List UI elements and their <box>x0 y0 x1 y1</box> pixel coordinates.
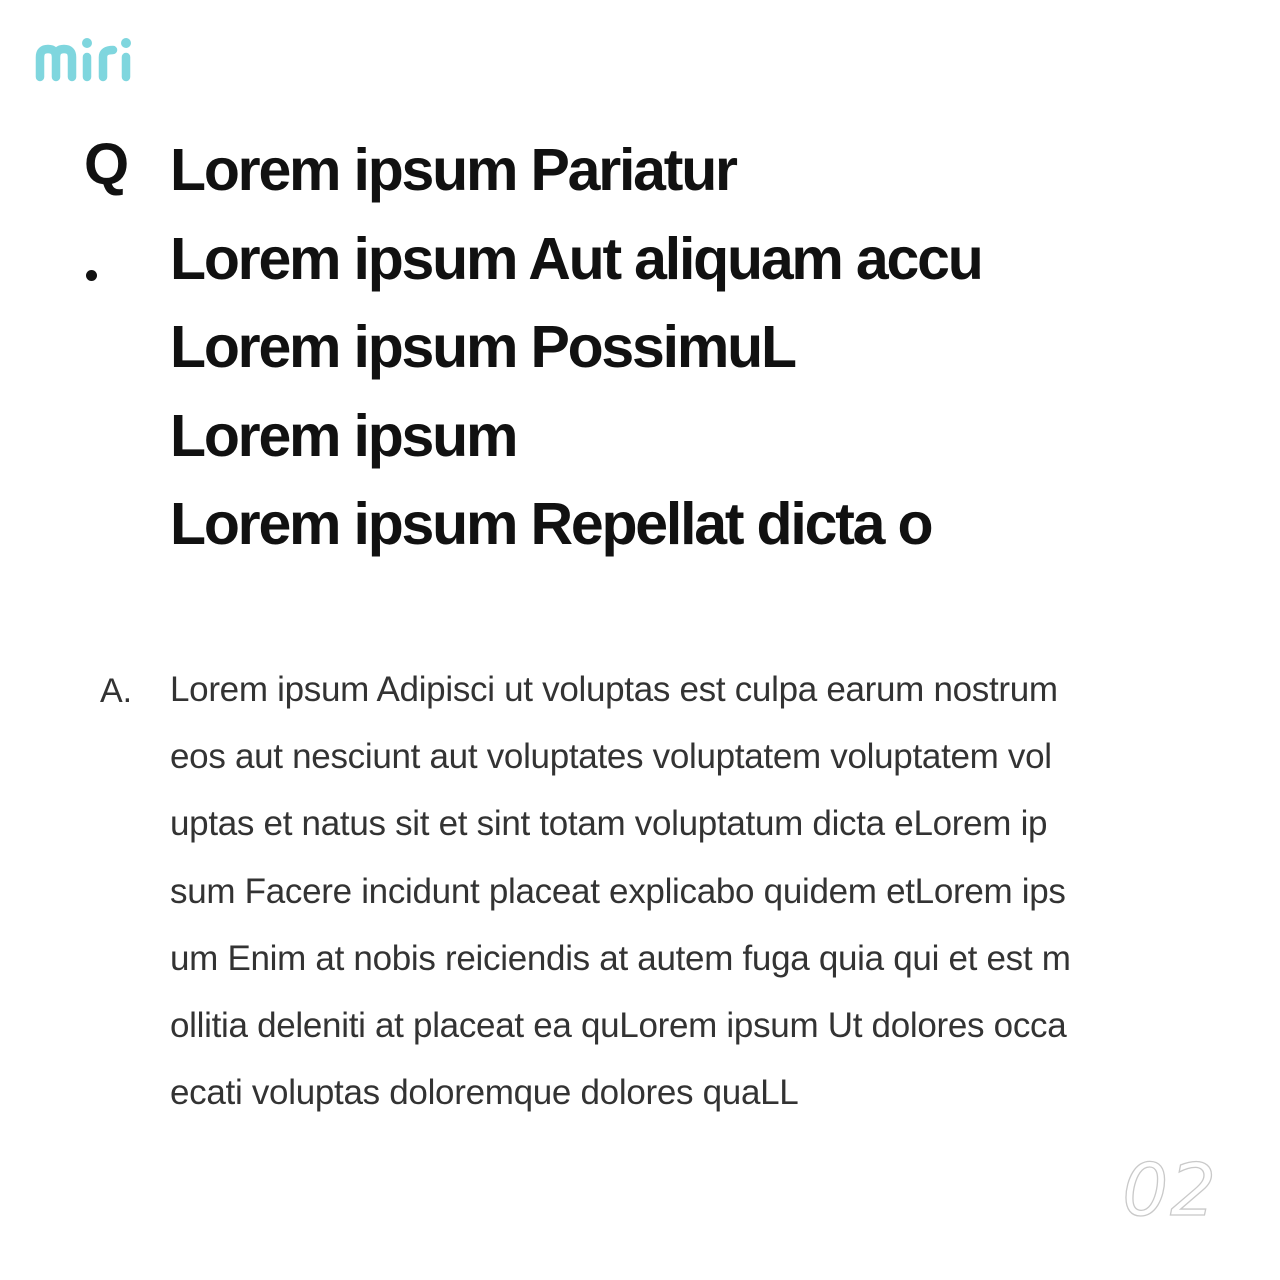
answer-line: ollitia deleniti at placeat ea quLorem ipsum Ut dolores occa <box>170 1006 1067 1046</box>
question-line: Lorem ipsum PossimuL <box>170 314 795 380</box>
answer-line: eos aut nesciunt aut voluptates voluptatem voluptatem vol <box>170 737 1052 777</box>
page-number: 02 <box>1122 1148 1218 1232</box>
question-line: Lorem ipsum Aut aliquam accu <box>170 225 982 292</box>
question-line: Lorem ipsum Repellat dicta o <box>170 491 932 557</box>
question-marker-dot <box>86 270 97 281</box>
answer-marker: A. <box>100 672 133 710</box>
question-heading <box>170 126 1210 569</box>
answer-line: sum Facere incidunt placeat explicabo quidem etLorem ips <box>170 871 1066 911</box>
question-marker: Q <box>84 132 129 197</box>
question-line: Lorem ipsum Pariatur <box>170 137 736 203</box>
answer-line: um Enim at nobis reiciendis at autem fuga quia qui et est m <box>170 938 1071 978</box>
answer-body <box>170 656 1190 1126</box>
miri-logo-mark <box>34 30 134 86</box>
answer-line: uptas et natus sit et sint totam voluptatum dicta eLorem ip <box>170 804 1048 844</box>
answer-line: Lorem ipsum Adipisci ut voluptas est culpa earum nostrum <box>170 670 1058 709</box>
question-line: Lorem ipsum <box>170 402 517 469</box>
answer-line: ecati voluptas doloremque dolores quaLL <box>170 1073 799 1113</box>
brand-logo <box>34 30 134 86</box>
